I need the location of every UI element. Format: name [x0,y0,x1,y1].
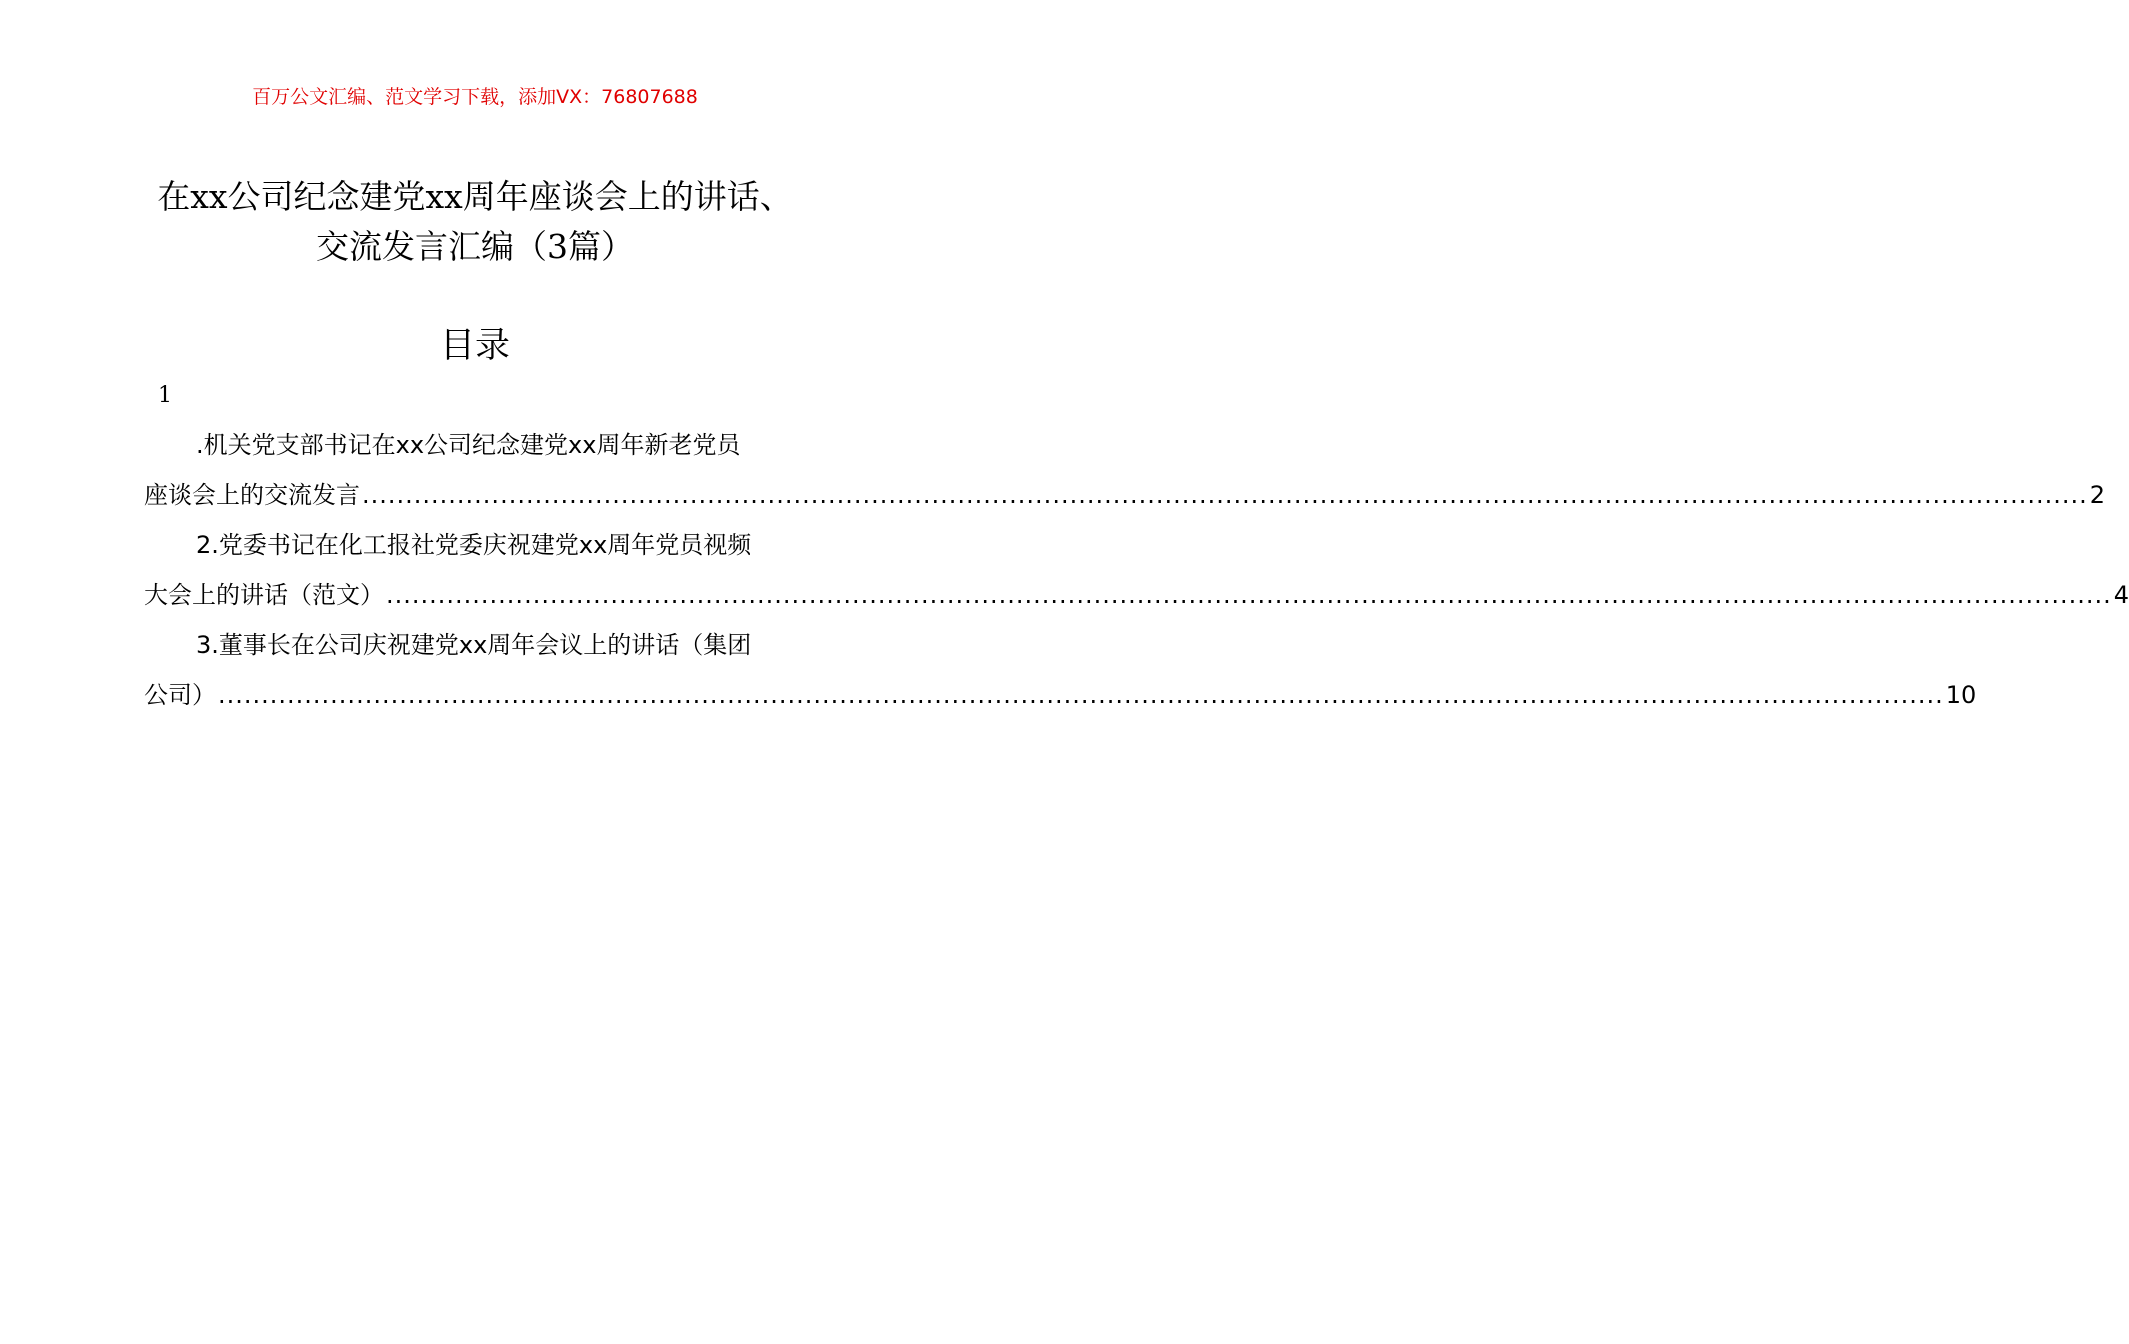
toc-entry-text: 公司） [144,681,216,709]
toc-entry-line-1: 3.董事长在公司庆祝建党xx周年会议上的讲话（集团 [196,631,752,659]
toc-entry-line-1: .机关党支部书记在xx公司纪念建党xx周年新老党员 [196,431,741,459]
toc-page-number: 4 [2113,581,2129,609]
toc-entry-1[interactable] [144,420,2106,520]
toc-list [144,420,2129,720]
toc-entry-line-2 [144,670,1977,720]
toc-entry-text: 大会上的讲话（范文） [144,581,384,609]
toc-entry-line-2 [144,470,2106,520]
toc-entry-line-1: 2.党委书记在化工报社党委庆祝建党xx周年党员视频 [196,531,752,559]
toc-dot-leader: ........................................................................................................................................................................................................ [386,581,2112,609]
toc-entry-text: 座谈会上的交流发言 [144,481,360,509]
document-title-line-2: 交流发言汇编（3篇） [316,227,634,266]
toc-heading: 目录 [439,326,510,366]
document-title-line-1: 在xx公司纪念建党xx周年座谈会上的讲话、 [157,177,793,216]
toc-entry-line-2 [144,570,2129,620]
toc-leading-number: 1 [158,383,172,408]
toc-dot-leader: ........................................................................................................................................................................................................ [362,481,2088,509]
toc-page-number: 2 [2089,481,2106,509]
toc-page-number: 10 [1945,681,1977,709]
toc-entry-2[interactable] [144,520,2129,620]
header-note: 百万公文汇编、范文学习下载，添加VX：76807688 [252,86,698,108]
toc-entry-3[interactable] [144,620,1977,720]
document-title [100,172,850,272]
toc-dot-leader: ........................................................................................................................................................................................................ [218,681,1944,709]
